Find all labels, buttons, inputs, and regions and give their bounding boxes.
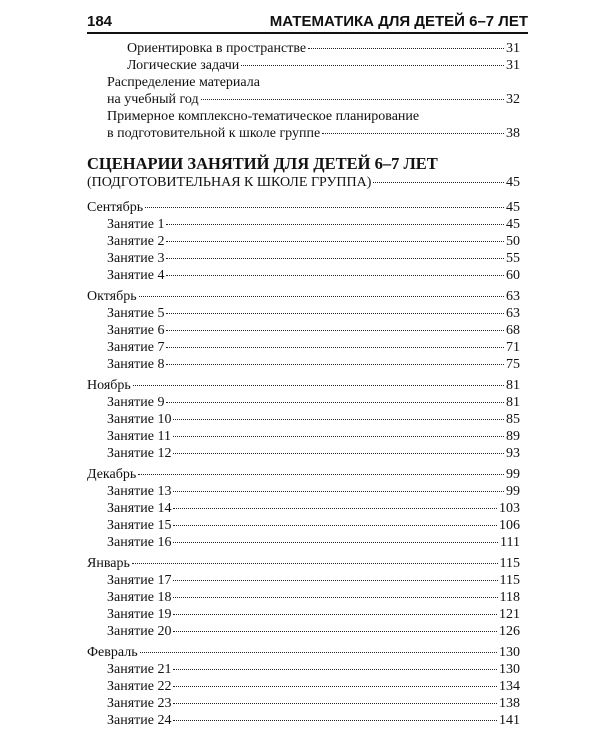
dot-leader	[373, 182, 504, 183]
lesson-page: 50	[506, 234, 520, 249]
lesson-page: 126	[499, 624, 520, 639]
lesson-page: 130	[499, 662, 520, 677]
lesson-entry	[87, 305, 520, 322]
toc-entry-title: Ориентировка в пространстве	[127, 41, 307, 56]
dot-leader	[173, 631, 497, 632]
lesson-entry	[87, 483, 520, 500]
page-number: 184	[87, 13, 113, 30]
lesson-title: Занятие 19	[107, 607, 172, 622]
lesson-page: 89	[506, 429, 520, 444]
lesson-title: Занятие 18	[107, 590, 172, 605]
lesson-page: 60	[506, 268, 520, 283]
lesson-page: 121	[499, 607, 520, 622]
lesson-page: 93	[506, 446, 520, 461]
dot-leader	[173, 525, 497, 526]
lesson-entry	[87, 534, 520, 551]
lesson-title: Занятие 17	[107, 573, 172, 588]
lesson-title: Занятие 23	[107, 696, 172, 711]
lesson-entry	[87, 572, 520, 589]
lesson-entry	[87, 678, 520, 695]
lesson-entry	[87, 695, 520, 712]
dot-leader	[173, 703, 497, 704]
toc-entry-page: 32	[506, 92, 520, 107]
lesson-page: 111	[500, 535, 520, 550]
lesson-title: Занятие 15	[107, 518, 172, 533]
toc-entry-page: 31	[506, 41, 520, 56]
month-name: Ноябрь	[87, 378, 131, 393]
dot-leader	[241, 65, 504, 66]
dot-leader	[308, 48, 504, 49]
dot-leader	[166, 330, 504, 331]
month-entry	[87, 377, 520, 394]
lesson-page: 138	[499, 696, 520, 711]
month-entry	[87, 288, 520, 305]
lesson-entry	[87, 661, 520, 678]
month-page: 99	[506, 467, 520, 482]
dot-leader	[173, 580, 497, 581]
lesson-page: 85	[506, 412, 520, 427]
dot-leader	[166, 258, 504, 259]
lesson-title: Занятие 24	[107, 713, 172, 728]
lesson-title: Занятие 21	[107, 662, 172, 677]
lesson-title: Занятие 7	[107, 340, 165, 355]
dot-leader	[138, 474, 504, 475]
lesson-entry	[87, 428, 520, 445]
month-name: Сентябрь	[87, 200, 144, 215]
lesson-entry	[87, 250, 520, 267]
lesson-page: 75	[506, 357, 520, 372]
dot-leader	[133, 385, 504, 386]
lesson-page: 106	[499, 518, 520, 533]
dot-leader	[145, 207, 504, 208]
lesson-page: 68	[506, 323, 520, 338]
month-name: Октябрь	[87, 289, 137, 304]
dot-leader	[173, 669, 497, 670]
table-of-contents	[87, 40, 520, 729]
lesson-title: Занятие 4	[107, 268, 165, 283]
toc-entry-orientation	[87, 40, 520, 57]
running-title: МАТЕМАТИКА ДЛЯ ДЕТЕЙ 6–7 ЛЕТ	[269, 13, 528, 30]
dot-leader	[322, 133, 504, 134]
lesson-title: Занятие 11	[107, 429, 171, 444]
month-name: Январь	[87, 556, 130, 571]
dot-leader	[166, 313, 504, 314]
dot-leader	[132, 563, 498, 564]
lesson-page: 118	[499, 590, 520, 605]
lesson-title: Занятие 1	[107, 217, 165, 232]
lesson-title: Занятие 20	[107, 624, 172, 639]
month-entry	[87, 466, 520, 483]
page-header	[87, 8, 528, 30]
dot-leader	[173, 720, 497, 721]
dot-leader	[166, 224, 504, 225]
lesson-page: 115	[499, 573, 520, 588]
dot-leader	[173, 686, 497, 687]
dot-leader	[166, 402, 504, 403]
dot-leader	[173, 419, 504, 420]
month-page: 81	[506, 378, 520, 393]
lesson-title: Занятие 10	[107, 412, 172, 427]
toc-entry-distribution	[87, 91, 520, 108]
toc-entry-title: Логические задачи	[127, 58, 240, 73]
toc-entry-page: 45	[506, 175, 520, 190]
dot-leader	[173, 597, 497, 598]
dot-leader	[201, 99, 504, 100]
dot-leader	[173, 453, 504, 454]
lesson-entry	[87, 267, 520, 284]
lesson-entry	[87, 606, 520, 623]
toc-entry-planning-line1: Примерное комплексно-тематическое планирование	[107, 109, 420, 124]
lesson-entry	[87, 500, 520, 517]
lesson-entry	[87, 589, 520, 606]
lesson-title: Занятие 12	[107, 446, 172, 461]
lesson-page: 71	[506, 340, 520, 355]
lesson-title: Занятие 14	[107, 501, 172, 516]
toc-entry-distribution-line1: Распределение материала	[107, 75, 260, 90]
month-page: 63	[506, 289, 520, 304]
lesson-page: 99	[506, 484, 520, 499]
lesson-entry	[87, 356, 520, 373]
section-subtitle-entry	[87, 174, 520, 191]
month-list	[87, 199, 520, 729]
month-entry	[87, 644, 520, 661]
lesson-page: 103	[499, 501, 520, 516]
lesson-page: 81	[506, 395, 520, 410]
month-page: 45	[506, 200, 520, 215]
dot-leader	[140, 652, 497, 653]
toc-entry-title: на учебный год	[107, 92, 199, 107]
lesson-title: Занятие 8	[107, 357, 165, 372]
lesson-title: Занятие 9	[107, 395, 165, 410]
lesson-title: Занятие 13	[107, 484, 172, 499]
lesson-title: Занятие 16	[107, 535, 172, 550]
toc-entry-page: 31	[506, 58, 520, 73]
dot-leader	[173, 542, 498, 543]
lesson-entry	[87, 394, 520, 411]
lesson-entry	[87, 517, 520, 534]
dot-leader	[166, 275, 504, 276]
month-page: 115	[499, 556, 520, 571]
dot-leader	[173, 491, 504, 492]
dot-leader	[173, 508, 497, 509]
lesson-entry	[87, 216, 520, 233]
dot-leader	[139, 296, 504, 297]
lesson-entry	[87, 339, 520, 356]
lesson-entry	[87, 623, 520, 640]
lesson-entry	[87, 445, 520, 462]
lesson-entry	[87, 233, 520, 250]
lesson-title: Занятие 22	[107, 679, 172, 694]
lesson-page: 63	[506, 306, 520, 321]
lesson-title: Занятие 6	[107, 323, 165, 338]
section-title: СЦЕНАРИИ ЗАНЯТИЙ ДЛЯ ДЕТЕЙ 6–7 ЛЕТ	[87, 154, 438, 173]
lesson-page: 134	[499, 679, 520, 694]
lesson-page: 45	[506, 217, 520, 232]
dot-leader	[166, 241, 504, 242]
lesson-page: 55	[506, 251, 520, 266]
lesson-entry	[87, 712, 520, 729]
toc-entry-title: в подготовительной к школе группе	[107, 126, 321, 141]
month-name: Декабрь	[87, 467, 137, 482]
lesson-page: 141	[499, 713, 520, 728]
lesson-title: Занятие 3	[107, 251, 165, 266]
lesson-entry	[87, 322, 520, 339]
toc-entry-logic	[87, 57, 520, 74]
dot-leader	[173, 614, 497, 615]
month-entry	[87, 555, 520, 572]
month-name: Февраль	[87, 645, 138, 660]
lesson-title: Занятие 2	[107, 234, 165, 249]
header-rule	[87, 32, 528, 34]
dot-leader	[166, 364, 504, 365]
month-entry	[87, 199, 520, 216]
dot-leader	[166, 347, 504, 348]
toc-entry-page: 38	[506, 126, 520, 141]
lesson-entry	[87, 411, 520, 428]
section-subtitle: (ПОДГОТОВИТЕЛЬНАЯ К ШКОЛЕ ГРУППА)	[87, 175, 372, 190]
dot-leader	[173, 436, 504, 437]
month-page: 130	[499, 645, 520, 660]
lesson-title: Занятие 5	[107, 306, 165, 321]
toc-entry-planning	[87, 125, 520, 142]
